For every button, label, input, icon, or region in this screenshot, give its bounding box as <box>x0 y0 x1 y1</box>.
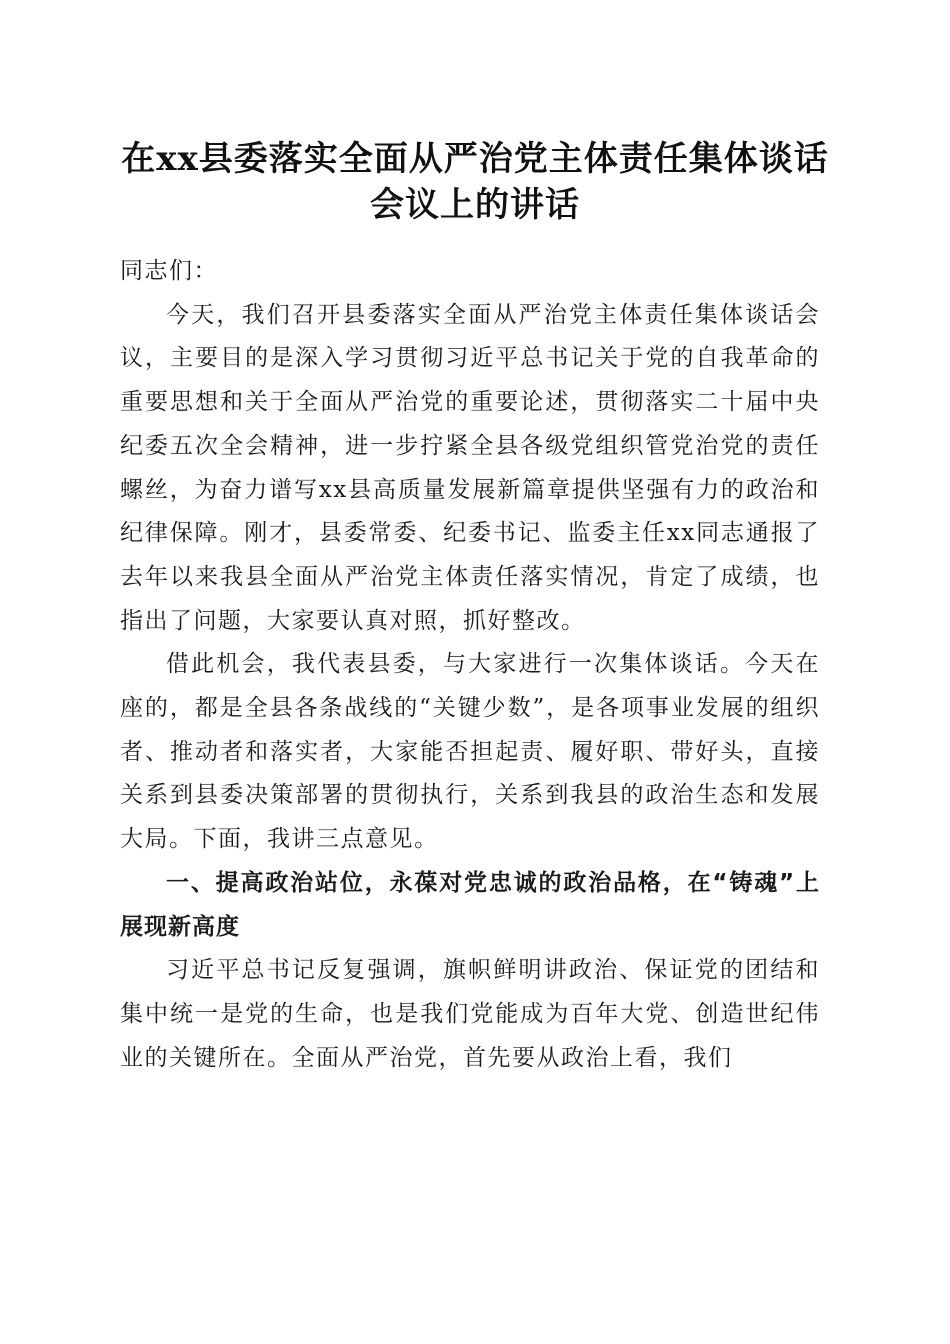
section-1-paragraph: 习近平总书记反复强调，旗帜鲜明讲政治、保证党的团结和集中统一是党的生命，也是我们党能成为百年大党、创造世纪伟业的关键所在。全面从严治党，首先要从政治上看，我们 <box>120 957 820 1071</box>
section-heading-1: 一、提高政治站位，永葆对党忠诚的政治品格，在“铸魂”上展现新高度 <box>120 869 820 940</box>
paragraph-opening: 今天，我们召开县委落实全面从严治党主体责任集体谈话会议，主要目的是深入学习贯彻习近平总书记关于党的自我革命的重要思想和关于全面从严治党的重要论述，贯彻落实二十届中央纪委五次全会精神，进一步拧紧全县各级党组织管党治党的责任螺丝，为奋力谱写xx县高质量发展新篇章提供坚强有力的政治和纪律保障。刚才，县委常委、纪委书记、监委主任xx同志通报了去年以来我县全面从严治党主体责任落实情况，肯定了成绩，也指出了问题，大家要认真对照，抓好整改。 <box>120 301 820 634</box>
paragraph-collective-talk: 借此机会，我代表县委，与大家进行一次集体谈话。今天在座的，都是全县各条战线的“关键少数”，是各项事业发展的组织者、推动者和落实者，大家能否担起责、履好职、带好头，直接关系到县委决策部署的贯彻执行，关系到我县的政治生态和发展大局。下面，我讲三点意见。 <box>120 651 820 853</box>
document-title: 在xx县委落实全面从严治党主体责任集体谈话会议上的讲话 <box>121 139 829 225</box>
document-body <box>120 250 820 1080</box>
salutation: 同志们： <box>120 258 218 284</box>
